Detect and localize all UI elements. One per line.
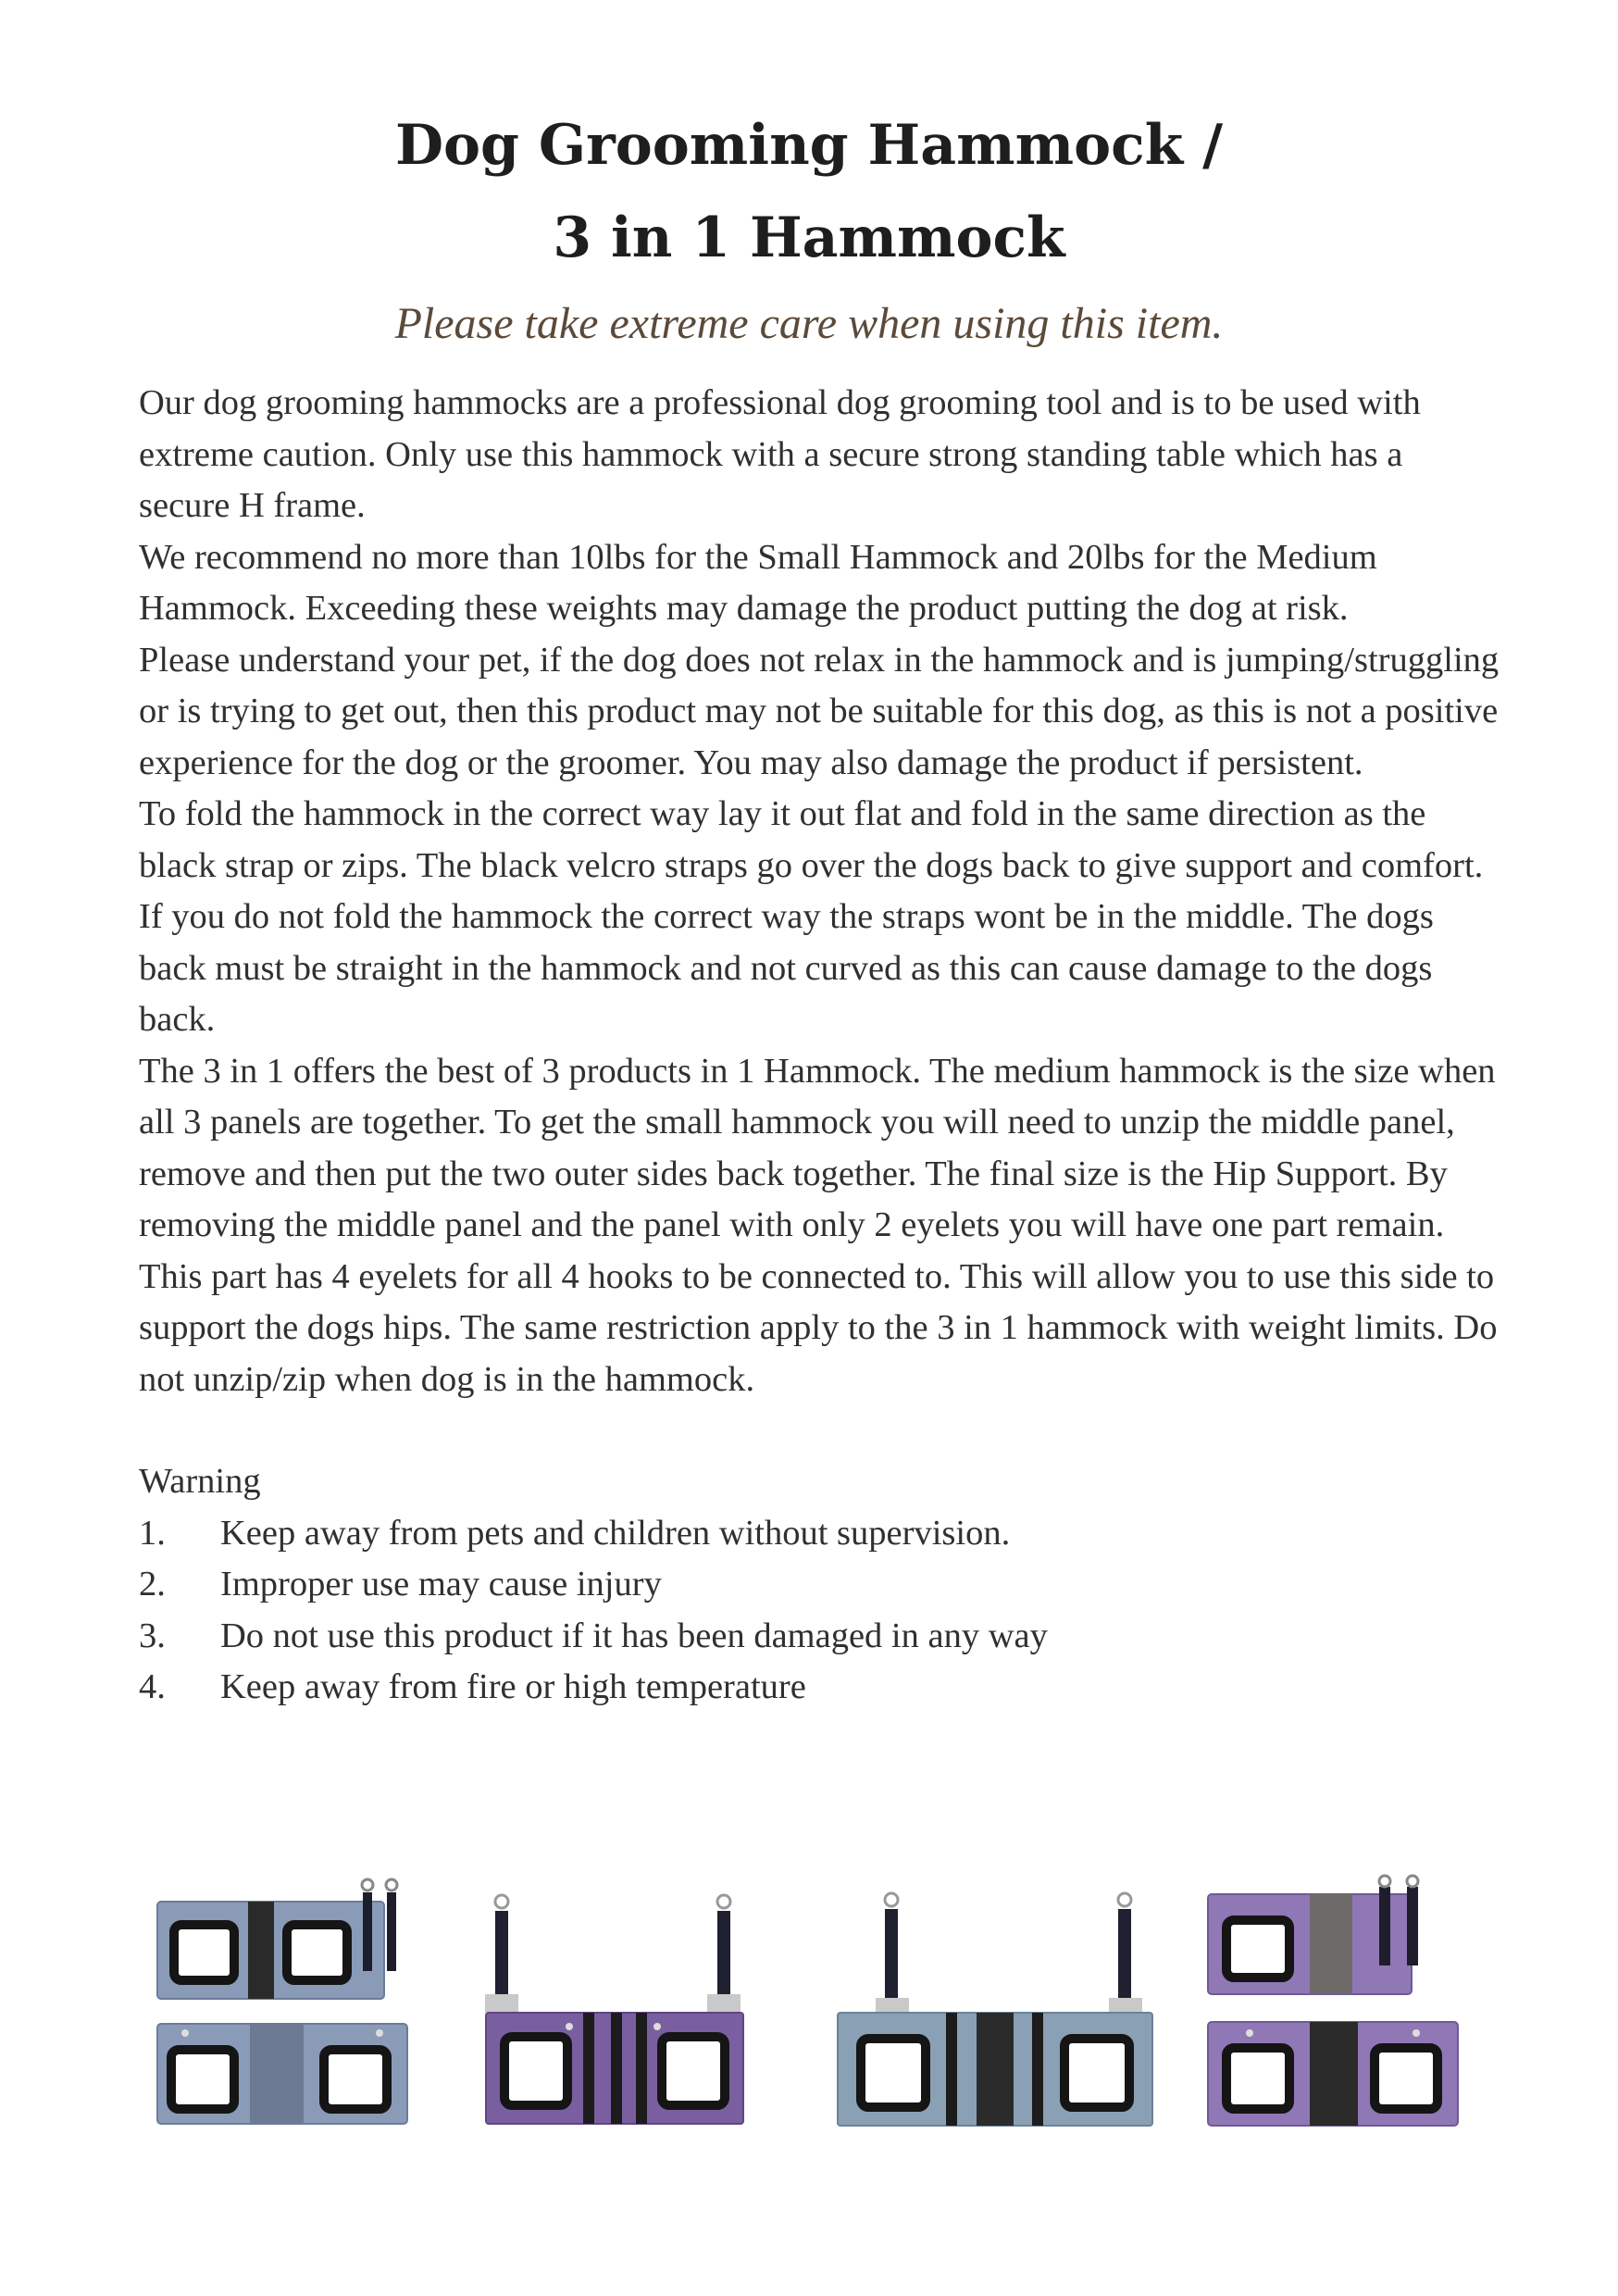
warning-item: [139, 1559, 1500, 1611]
product-photo-grey-3in1: [157, 1879, 407, 2124]
paragraph: We recommend no more than 10lbs for the Small Hammock and 20lbs for the Medium Hammock. Exceeding these weights may damage the product putting the dog at risk.: [139, 537, 1377, 628]
warning-list: [139, 1508, 1500, 1714]
warning-item-text: Do not use this product if it has been damaged in any way: [220, 1616, 1048, 1655]
warning-item-text: Improper use may cause injury: [220, 1565, 662, 1603]
product-photo-grey-medium: [838, 1893, 1152, 2126]
warning-item-number: 1.: [139, 1513, 166, 1553]
product-photo-purple-3in1: [1208, 1876, 1458, 2126]
warning-item-number: 3.: [139, 1616, 166, 1655]
warning-item-number: 4.: [139, 1667, 166, 1706]
paragraph: Our dog grooming hammocks are a professional dog grooming tool and is to be used with extreme caution. Only use this hammock with a secure strong standing table which has a secure H frame.: [139, 383, 1421, 525]
body-text: [139, 378, 1500, 1714]
warning-item: [139, 1662, 1500, 1714]
product-photo-purple-medium: [485, 1895, 743, 2124]
title-line-1: Dog Grooming Hammock /: [395, 113, 1223, 178]
warning-item-text: Keep away from fire or high temperature: [220, 1667, 806, 1706]
warning-item: [139, 1611, 1500, 1663]
paragraph: The 3 in 1 offers the best of 3 products in 1 Hammock. The medium hammock is the size when all 3 panels are together. To get the small hammock you will need to unzip the middle panel, remove and then put the two outer sides back together. The final size is the Hip Support. By removing the middle panel and the panel with only 2 eyelets you will have one part remain. This part has 4 eyelets for all 4 hooks to be connected to. This will allow you to use this side to support the dogs hips. The same restriction apply to the 3 in 1 hammock with weight limits. Do not unzip/zip when dog is in the hammock.: [139, 1051, 1498, 1399]
subtitle: Please take extreme care when using this item.: [394, 299, 1224, 348]
paragraph: To fold the hammock in the correct way lay it out flat and fold in the same direction as the black strap or zips. The black velcro straps go over the dogs back to give support and comfort. If you do not fold the hammock the correct way the straps wont be in the middle. The dogs back must be straight in the hammock and not curved as this can cause damage to the dogs back.: [139, 794, 1484, 1039]
product-photo-strip: [148, 1874, 1472, 2152]
warning-item-number: 2.: [139, 1565, 166, 1603]
warning-item: [139, 1508, 1500, 1560]
title-line-2: 3 in 1 Hammock: [553, 206, 1065, 270]
warning-heading: Warning: [139, 1462, 261, 1501]
paragraph: Please understand your pet, if the dog does not relax in the hammock and is jumping/struggling or is trying to get out, then this product may not be suitable for this dog, as this is not a positive experience for the dog or the groomer. You may also damage the product if persistent.: [139, 640, 1500, 782]
product-photos: [148, 1874, 1472, 2152]
warning-item-text: Keep away from pets and children without supervision.: [220, 1513, 1011, 1553]
